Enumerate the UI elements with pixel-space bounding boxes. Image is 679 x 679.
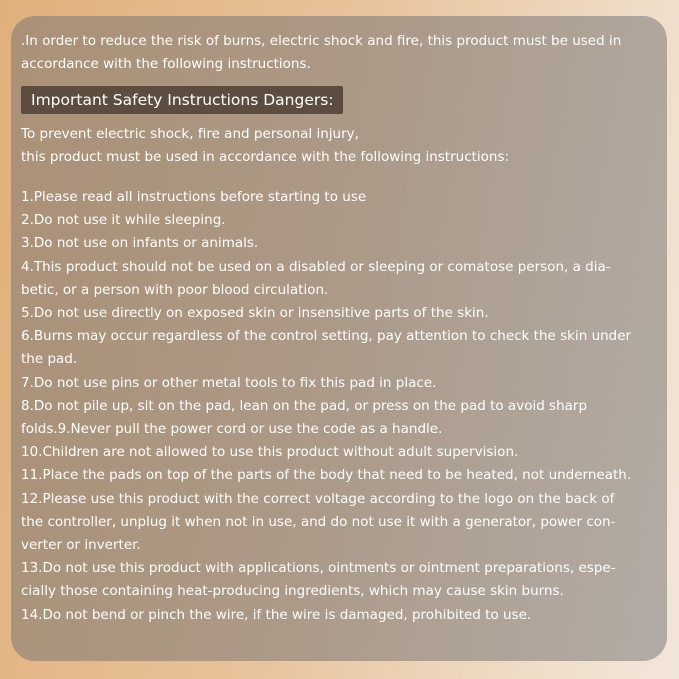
warning-text — [21, 123, 657, 169]
instruction-list — [21, 186, 657, 627]
instruction-line: 7.Do not use pins or other metal tools to fix this pad in place. — [21, 374, 437, 391]
instructions-card — [11, 16, 667, 661]
instruction-line: verter or inverter. — [21, 537, 141, 554]
instruction-line: 14.Do not bend or pinch the wire, if the wire is damaged, prohibited to use. — [21, 606, 532, 623]
instruction-line: 12.Please use this product with the correct voltage according to the logo on the back of — [21, 490, 615, 507]
heading-wrap — [21, 86, 657, 116]
instruction-line: 1.Please read all instructions before starting to use — [21, 189, 367, 205]
instruction-line: folds.9.Never pull the power cord or use the code as a handle. — [21, 421, 443, 438]
instruction-line: the pad. — [21, 351, 78, 368]
instruction-line: 11.Place the pads on top of the parts of the body that need to be heated, not underneath. — [21, 467, 632, 484]
instruction-line: 5.Do not use directly on exposed skin or insensitive parts of the skin. — [21, 305, 489, 322]
instruction-line: 8.Do not pile up, sit on the pad, lean on the pad, or press on the pad to avoid sharp — [21, 397, 588, 414]
instruction-line: cially those containing heat-producing ingredients, which may cause skin burns. — [21, 583, 564, 600]
warning-line: To prevent electric shock, fire and personal injury, — [21, 126, 359, 142]
instruction-line: 6.Burns may occur regardless of the control setting, pay attention to check the skin under — [21, 328, 632, 345]
instruction-line: 3.Do not use on infants or animals. — [21, 235, 259, 252]
instruction-line: 10.Children are not allowed to use this product without adult supervision. — [21, 444, 519, 461]
intro-text: .In order to reduce the risk of burns, electric shock and fire, this product must be used in accordance with the following instructions. — [21, 33, 622, 72]
section-heading: Important Safety Instructions Dangers: — [21, 86, 343, 114]
instruction-line: the controller, unplug it when not in use, and do not use it with a generator, power con- — [21, 513, 616, 530]
warning-line: this product must be used in accordance with the following instructions: — [21, 149, 510, 165]
instruction-line: 2.Do not use it while sleeping. — [21, 212, 226, 229]
instruction-line: 13.Do not use this product with applications, ointments or ointment preparations, espe- — [21, 560, 616, 577]
instruction-line: betic, or a person with poor blood circulation. — [21, 281, 329, 298]
instruction-line: 4.This product should not be used on a disabled or sleeping or comatose person, a dia- — [21, 258, 611, 275]
